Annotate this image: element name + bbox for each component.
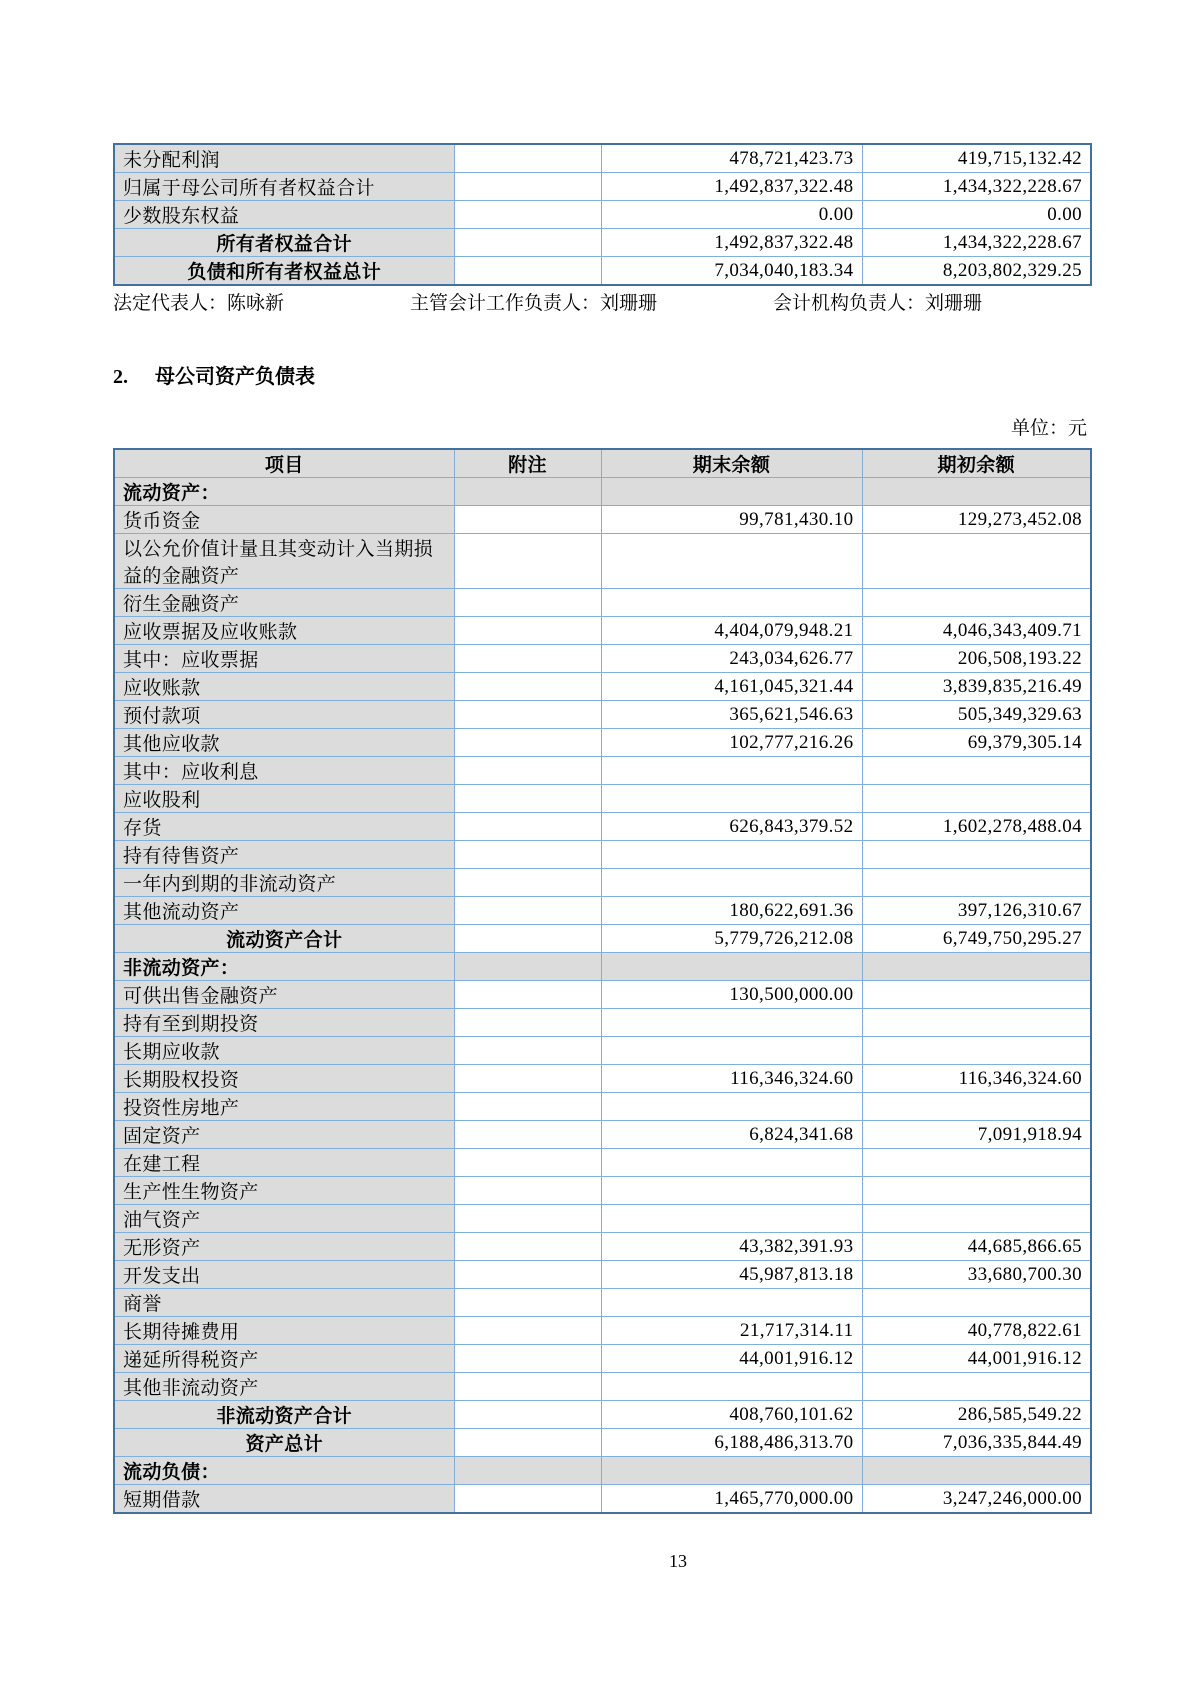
item-label: 其他应收款 (114, 729, 454, 757)
table-row (114, 478, 1091, 506)
item-label: 流动负债： (114, 1457, 454, 1485)
parent-balance-sheet-table (113, 448, 1092, 1514)
note-cell (454, 1009, 601, 1037)
table-row (114, 1261, 1091, 1289)
item-label: 未分配利润 (114, 144, 454, 173)
table-row (114, 1345, 1091, 1373)
item-label: 长期股权投资 (114, 1065, 454, 1093)
table-row (114, 506, 1091, 534)
note-cell (454, 589, 601, 617)
note-cell (454, 673, 601, 701)
beginning-balance-cell: 3,247,246,000.00 (862, 1485, 1091, 1514)
table-row (114, 1037, 1091, 1065)
beginning-balance-cell: 7,036,335,844.49 (862, 1429, 1091, 1457)
note-cell (454, 841, 601, 869)
item-label: 无形资产 (114, 1233, 454, 1261)
ending-balance-cell (601, 478, 862, 506)
balance-sheet-body (114, 478, 1091, 1514)
note-cell (454, 1345, 601, 1373)
note-cell (454, 1233, 601, 1261)
beginning-balance-cell (862, 1037, 1091, 1065)
ending-balance-cell: 626,843,379.52 (601, 813, 862, 841)
ending-balance-cell: 6,188,486,313.70 (601, 1429, 862, 1457)
item-label: 所有者权益合计 (114, 229, 454, 257)
note-cell (454, 1177, 601, 1205)
ending-balance-cell (601, 1289, 862, 1317)
table-row (114, 144, 1091, 173)
note-cell (454, 925, 601, 953)
beginning-balance-cell: 286,585,549.22 (862, 1401, 1091, 1429)
beginning-balance-cell: 44,001,916.12 (862, 1345, 1091, 1373)
ending-balance-cell: 1,492,837,322.48 (601, 173, 862, 201)
beginning-balance-cell (862, 1457, 1091, 1485)
beginning-balance-cell (862, 534, 1091, 589)
table-row (114, 534, 1091, 589)
note-cell (454, 645, 601, 673)
table-row (114, 1429, 1091, 1457)
beginning-balance-cell (862, 869, 1091, 897)
equity-summary-table-body (114, 144, 1091, 285)
table-row (114, 645, 1091, 673)
note-cell (454, 617, 601, 645)
section-title-text: 母公司资产负债表 (155, 366, 315, 388)
column-header: 项目 (114, 449, 454, 478)
table-row (114, 813, 1091, 841)
note-cell (454, 1065, 601, 1093)
beginning-balance-cell: 1,434,322,228.67 (862, 229, 1091, 257)
item-label: 衍生金融资产 (114, 589, 454, 617)
table-row (114, 673, 1091, 701)
ending-balance-cell (601, 953, 862, 981)
note-cell (454, 869, 601, 897)
note-cell (454, 897, 601, 925)
beginning-balance-cell (862, 757, 1091, 785)
table-row (114, 1457, 1091, 1485)
ending-balance-cell: 365,621,546.63 (601, 701, 862, 729)
note-cell (454, 729, 601, 757)
beginning-balance-cell: 33,680,700.30 (862, 1261, 1091, 1289)
ending-balance-cell: 6,824,341.68 (601, 1121, 862, 1149)
note-cell (454, 1149, 601, 1177)
table-row (114, 201, 1091, 229)
beginning-balance-cell: 206,508,193.22 (862, 645, 1091, 673)
item-label: 短期借款 (114, 1485, 454, 1514)
table-row (114, 1317, 1091, 1345)
item-label: 固定资产 (114, 1121, 454, 1149)
ending-balance-cell: 45,987,813.18 (601, 1261, 862, 1289)
item-label: 投资性房地产 (114, 1093, 454, 1121)
beginning-balance-cell (862, 953, 1091, 981)
ending-balance-cell (601, 1149, 862, 1177)
item-label: 可供出售金融资产 (114, 981, 454, 1009)
beginning-balance-cell: 129,273,452.08 (862, 506, 1091, 534)
table-row (114, 897, 1091, 925)
beginning-balance-cell: 0.00 (862, 201, 1091, 229)
beginning-balance-cell (862, 981, 1091, 1009)
accounting-dept-head-label: 会计机构负责人：刘珊珊 (773, 293, 983, 314)
item-label: 应收账款 (114, 673, 454, 701)
note-cell (454, 1037, 601, 1065)
note-cell (454, 1261, 601, 1289)
ending-balance-cell: 7,034,040,183.34 (601, 257, 862, 286)
ending-balance-cell: 102,777,216.26 (601, 729, 862, 757)
item-label: 长期应收款 (114, 1037, 454, 1065)
beginning-balance-cell (862, 1205, 1091, 1233)
beginning-balance-cell: 505,349,329.63 (862, 701, 1091, 729)
ending-balance-cell: 478,721,423.73 (601, 144, 862, 173)
table-row (114, 757, 1091, 785)
table-row (114, 841, 1091, 869)
note-cell (454, 1205, 601, 1233)
item-label: 少数股东权益 (114, 201, 454, 229)
item-label: 持有至到期投资 (114, 1009, 454, 1037)
item-label: 其他非流动资产 (114, 1373, 454, 1401)
item-label: 其中：应收票据 (114, 645, 454, 673)
beginning-balance-cell (862, 841, 1091, 869)
note-cell (454, 701, 601, 729)
item-label: 非流动资产： (114, 953, 454, 981)
item-label: 存货 (114, 813, 454, 841)
ending-balance-cell: 116,346,324.60 (601, 1065, 862, 1093)
page-number: 13 (669, 1551, 687, 1571)
beginning-balance-cell (862, 1177, 1091, 1205)
column-header: 附注 (454, 449, 601, 478)
ending-balance-cell: 99,781,430.10 (601, 506, 862, 534)
note-cell (454, 257, 601, 286)
note-cell (454, 229, 601, 257)
note-cell (454, 506, 601, 534)
chief-accountant-label: 主管会计工作负责人：刘珊珊 (410, 293, 658, 314)
beginning-balance-cell: 6,749,750,295.27 (862, 925, 1091, 953)
table-row (114, 1177, 1091, 1205)
ending-balance-cell: 243,034,626.77 (601, 645, 862, 673)
item-label: 归属于母公司所有者权益合计 (114, 173, 454, 201)
ending-balance-cell (601, 785, 862, 813)
ending-balance-cell (601, 589, 862, 617)
item-label: 资产总计 (114, 1429, 454, 1457)
note-cell (454, 1289, 601, 1317)
item-label: 一年内到期的非流动资产 (114, 869, 454, 897)
note-cell (454, 757, 601, 785)
table-row (114, 1149, 1091, 1177)
item-label: 商誉 (114, 1289, 454, 1317)
table-row (114, 981, 1091, 1009)
ending-balance-cell: 4,161,045,321.44 (601, 673, 862, 701)
beginning-balance-cell: 116,346,324.60 (862, 1065, 1091, 1093)
item-label: 持有待售资产 (114, 841, 454, 869)
table-row (114, 1289, 1091, 1317)
legal-representative-label: 法定代表人：陈咏新 (113, 293, 285, 314)
ending-balance-cell (601, 841, 862, 869)
beginning-balance-cell (862, 1149, 1091, 1177)
item-label: 其中：应收利息 (114, 757, 454, 785)
note-cell (454, 785, 601, 813)
beginning-balance-cell (862, 785, 1091, 813)
table-row (114, 1093, 1091, 1121)
beginning-balance-cell (862, 1289, 1091, 1317)
table-row (114, 1065, 1091, 1093)
note-cell (454, 953, 601, 981)
table-row (114, 869, 1091, 897)
table-row (114, 617, 1091, 645)
note-cell (454, 1093, 601, 1121)
unit-label: 单位：元 (1010, 418, 1087, 439)
beginning-balance-cell: 397,126,310.67 (862, 897, 1091, 925)
table-row (114, 925, 1091, 953)
item-label: 生产性生物资产 (114, 1177, 454, 1205)
table-row (114, 589, 1091, 617)
table-row (114, 173, 1091, 201)
note-cell (454, 144, 601, 173)
ending-balance-cell (601, 1177, 862, 1205)
item-label: 货币资金 (114, 506, 454, 534)
ending-balance-cell: 43,382,391.93 (601, 1233, 862, 1261)
note-cell (454, 534, 601, 589)
beginning-balance-cell: 1,602,278,488.04 (862, 813, 1091, 841)
table-row (114, 1205, 1091, 1233)
ending-balance-cell (601, 1205, 862, 1233)
header-row (114, 449, 1091, 478)
balance-sheet-header (114, 449, 1091, 478)
section-title (113, 360, 315, 389)
ending-balance-cell: 5,779,726,212.08 (601, 925, 862, 953)
ending-balance-cell: 130,500,000.00 (601, 981, 862, 1009)
beginning-balance-cell: 69,379,305.14 (862, 729, 1091, 757)
item-label: 油气资产 (114, 1205, 454, 1233)
item-label: 流动资产： (114, 478, 454, 506)
ending-balance-cell (601, 1093, 862, 1121)
item-label: 以公允价值计量且其变动计入当期损益的金融资产 (114, 534, 454, 589)
table-row (114, 1009, 1091, 1037)
ending-balance-cell: 180,622,691.36 (601, 897, 862, 925)
item-label: 递延所得税资产 (114, 1345, 454, 1373)
note-cell (454, 201, 601, 229)
table-row (114, 729, 1091, 757)
note-cell (454, 1485, 601, 1514)
ending-balance-cell (601, 1037, 862, 1065)
beginning-balance-cell (862, 589, 1091, 617)
ending-balance-cell (601, 1457, 862, 1485)
beginning-balance-cell: 7,091,918.94 (862, 1121, 1091, 1149)
note-cell (454, 1317, 601, 1345)
item-label: 流动资产合计 (114, 925, 454, 953)
ending-balance-cell (601, 1009, 862, 1037)
note-cell (454, 1429, 601, 1457)
beginning-balance-cell (862, 1009, 1091, 1037)
ending-balance-cell (601, 757, 862, 785)
ending-balance-cell: 0.00 (601, 201, 862, 229)
beginning-balance-cell (862, 1373, 1091, 1401)
beginning-balance-cell (862, 1093, 1091, 1121)
signature-line (113, 288, 1090, 312)
section-number: 2. (113, 366, 128, 388)
beginning-balance-cell: 8,203,802,329.25 (862, 257, 1091, 286)
table-row (114, 1233, 1091, 1261)
column-header: 期初余额 (862, 449, 1091, 478)
beginning-balance-cell: 3,839,835,216.49 (862, 673, 1091, 701)
beginning-balance-cell: 44,685,866.65 (862, 1233, 1091, 1261)
table-row (114, 229, 1091, 257)
item-label: 负债和所有者权益总计 (114, 257, 454, 286)
note-cell (454, 1457, 601, 1485)
item-label: 应收票据及应收账款 (114, 617, 454, 645)
note-cell (454, 478, 601, 506)
table-row (114, 1485, 1091, 1514)
ending-balance-cell: 1,465,770,000.00 (601, 1485, 862, 1514)
ending-balance-cell: 408,760,101.62 (601, 1401, 862, 1429)
note-cell (454, 981, 601, 1009)
item-label: 非流动资产合计 (114, 1401, 454, 1429)
item-label: 长期待摊费用 (114, 1317, 454, 1345)
note-cell (454, 173, 601, 201)
table-row (114, 701, 1091, 729)
item-label: 预付款项 (114, 701, 454, 729)
beginning-balance-cell (862, 478, 1091, 506)
table-row (114, 953, 1091, 981)
beginning-balance-cell: 40,778,822.61 (862, 1317, 1091, 1345)
item-label: 其他流动资产 (114, 897, 454, 925)
beginning-balance-cell: 1,434,322,228.67 (862, 173, 1091, 201)
table-row (114, 1121, 1091, 1149)
ending-balance-cell: 21,717,314.11 (601, 1317, 862, 1345)
ending-balance-cell (601, 534, 862, 589)
note-cell (454, 1373, 601, 1401)
item-label: 开发支出 (114, 1261, 454, 1289)
ending-balance-cell: 44,001,916.12 (601, 1345, 862, 1373)
table-row (114, 257, 1091, 286)
column-header: 期末余额 (601, 449, 862, 478)
beginning-balance-cell: 4,046,343,409.71 (862, 617, 1091, 645)
ending-balance-cell (601, 1373, 862, 1401)
item-label: 在建工程 (114, 1149, 454, 1177)
item-label: 应收股利 (114, 785, 454, 813)
equity-summary-table (113, 143, 1092, 286)
table-row (114, 1373, 1091, 1401)
ending-balance-cell: 1,492,837,322.48 (601, 229, 862, 257)
note-cell (454, 1121, 601, 1149)
ending-balance-cell (601, 869, 862, 897)
ending-balance-cell: 4,404,079,948.21 (601, 617, 862, 645)
beginning-balance-cell: 419,715,132.42 (862, 144, 1091, 173)
note-cell (454, 1401, 601, 1429)
table-row (114, 785, 1091, 813)
table-row (114, 1401, 1091, 1429)
note-cell (454, 813, 601, 841)
